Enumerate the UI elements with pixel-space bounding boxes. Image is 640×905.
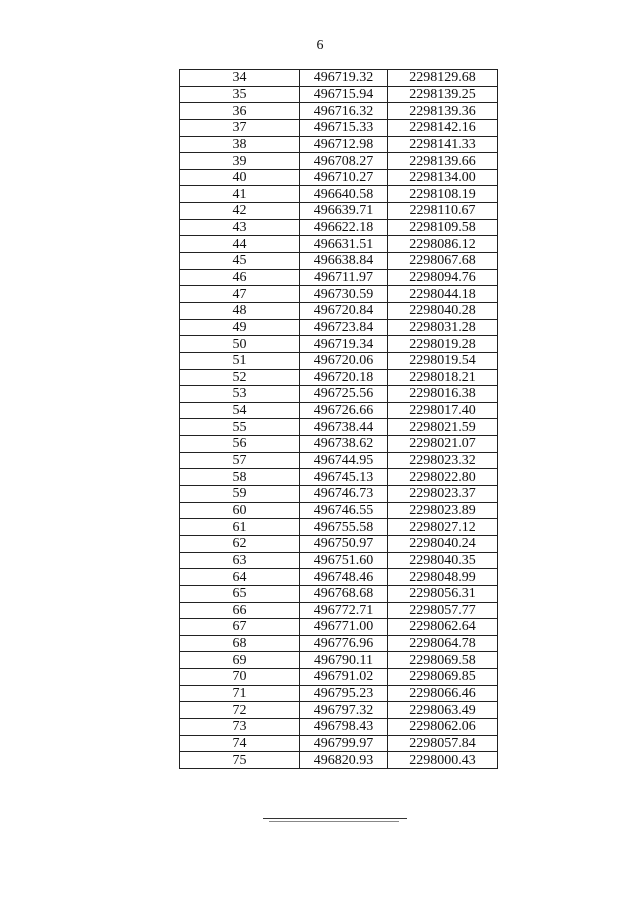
x-coordinate-cell: 496730.59 (300, 286, 388, 303)
point-number-cell: 42 (180, 203, 300, 220)
y-coordinate-cell: 2298040.35 (388, 552, 498, 569)
x-coordinate-cell: 496715.94 (300, 86, 388, 103)
table-row (180, 519, 498, 536)
y-coordinate-cell: 2298069.85 (388, 669, 498, 686)
table-row (180, 635, 498, 652)
x-coordinate-cell: 496790.11 (300, 652, 388, 669)
x-coordinate-cell: 496726.66 (300, 402, 388, 419)
x-coordinate-cell: 496631.51 (300, 236, 388, 253)
y-coordinate-cell: 2298062.64 (388, 619, 498, 636)
table-row (180, 136, 498, 153)
table-row (180, 619, 498, 636)
x-coordinate-cell: 496725.56 (300, 386, 388, 403)
table-row (180, 602, 498, 619)
y-coordinate-cell: 2298129.68 (388, 70, 498, 87)
x-coordinate-cell: 496820.93 (300, 752, 388, 769)
table-row (180, 302, 498, 319)
x-coordinate-cell: 496750.97 (300, 535, 388, 552)
y-coordinate-cell: 2298023.37 (388, 486, 498, 503)
point-number-cell: 41 (180, 186, 300, 203)
y-coordinate-cell: 2298017.40 (388, 402, 498, 419)
point-number-cell: 65 (180, 585, 300, 602)
point-number-cell: 52 (180, 369, 300, 386)
x-coordinate-cell: 496720.18 (300, 369, 388, 386)
y-coordinate-cell: 2298066.46 (388, 685, 498, 702)
y-coordinate-cell: 2298056.31 (388, 585, 498, 602)
table-row (180, 186, 498, 203)
y-coordinate-cell: 2298016.38 (388, 386, 498, 403)
table-row (180, 486, 498, 503)
table-row (180, 169, 498, 186)
y-coordinate-cell: 2298069.58 (388, 652, 498, 669)
table-row (180, 286, 498, 303)
y-coordinate-cell: 2298142.16 (388, 119, 498, 136)
coordinates-table (179, 69, 498, 769)
point-number-cell: 72 (180, 702, 300, 719)
table-row (180, 452, 498, 469)
point-number-cell: 63 (180, 552, 300, 569)
x-coordinate-cell: 496711.97 (300, 269, 388, 286)
x-coordinate-cell: 496639.71 (300, 203, 388, 220)
point-number-cell: 59 (180, 486, 300, 503)
x-coordinate-cell: 496746.73 (300, 486, 388, 503)
table-row (180, 718, 498, 735)
y-coordinate-cell: 2298019.54 (388, 352, 498, 369)
point-number-cell: 74 (180, 735, 300, 752)
point-number-cell: 66 (180, 602, 300, 619)
x-coordinate-cell: 496719.32 (300, 70, 388, 87)
table-row (180, 319, 498, 336)
point-number-cell: 75 (180, 752, 300, 769)
x-coordinate-cell: 496723.84 (300, 319, 388, 336)
y-coordinate-cell: 2298108.19 (388, 186, 498, 203)
x-coordinate-cell: 496797.32 (300, 702, 388, 719)
x-coordinate-cell: 496772.71 (300, 602, 388, 619)
table-row (180, 752, 498, 769)
y-coordinate-cell: 2298109.58 (388, 219, 498, 236)
table-row (180, 585, 498, 602)
table-row (180, 369, 498, 386)
y-coordinate-cell: 2298110.67 (388, 203, 498, 220)
point-number-cell: 73 (180, 718, 300, 735)
point-number-cell: 36 (180, 103, 300, 120)
point-number-cell: 61 (180, 519, 300, 536)
y-coordinate-cell: 2298086.12 (388, 236, 498, 253)
table-row (180, 153, 498, 170)
point-number-cell: 71 (180, 685, 300, 702)
x-coordinate-cell: 496745.13 (300, 469, 388, 486)
point-number-cell: 62 (180, 535, 300, 552)
table-row (180, 702, 498, 719)
x-coordinate-cell: 496799.97 (300, 735, 388, 752)
y-coordinate-cell: 2298023.32 (388, 452, 498, 469)
point-number-cell: 51 (180, 352, 300, 369)
x-coordinate-cell: 496708.27 (300, 153, 388, 170)
x-coordinate-cell: 496744.95 (300, 452, 388, 469)
y-coordinate-cell: 2298048.99 (388, 569, 498, 586)
point-number-cell: 34 (180, 70, 300, 87)
table-row (180, 386, 498, 403)
y-coordinate-cell: 2298057.77 (388, 602, 498, 619)
point-number-cell: 47 (180, 286, 300, 303)
x-coordinate-cell: 496776.96 (300, 635, 388, 652)
point-number-cell: 50 (180, 336, 300, 353)
y-coordinate-cell: 2298064.78 (388, 635, 498, 652)
y-coordinate-cell: 2298139.36 (388, 103, 498, 120)
point-number-cell: 55 (180, 419, 300, 436)
x-coordinate-cell: 496710.27 (300, 169, 388, 186)
y-coordinate-cell: 2298134.00 (388, 169, 498, 186)
point-number-cell: 45 (180, 253, 300, 270)
x-coordinate-cell: 496791.02 (300, 669, 388, 686)
point-number-cell: 43 (180, 219, 300, 236)
y-coordinate-cell: 2298027.12 (388, 519, 498, 536)
point-number-cell: 46 (180, 269, 300, 286)
point-number-cell: 57 (180, 452, 300, 469)
table-row (180, 236, 498, 253)
point-number-cell: 70 (180, 669, 300, 686)
point-number-cell: 35 (180, 86, 300, 103)
x-coordinate-cell: 496720.84 (300, 302, 388, 319)
table-row (180, 269, 498, 286)
x-coordinate-cell: 496720.06 (300, 352, 388, 369)
x-coordinate-cell: 496719.34 (300, 336, 388, 353)
x-coordinate-cell: 496746.55 (300, 502, 388, 519)
point-number-cell: 68 (180, 635, 300, 652)
y-coordinate-cell: 2298062.06 (388, 718, 498, 735)
point-number-cell: 44 (180, 236, 300, 253)
table-row (180, 535, 498, 552)
y-coordinate-cell: 2298040.28 (388, 302, 498, 319)
table-row (180, 569, 498, 586)
x-coordinate-cell: 496748.46 (300, 569, 388, 586)
coordinates-table-body (180, 70, 498, 769)
y-coordinate-cell: 2298139.25 (388, 86, 498, 103)
point-number-cell: 40 (180, 169, 300, 186)
y-coordinate-cell: 2298000.43 (388, 752, 498, 769)
y-coordinate-cell: 2298023.89 (388, 502, 498, 519)
table-row (180, 352, 498, 369)
point-number-cell: 54 (180, 402, 300, 419)
x-coordinate-cell: 496716.32 (300, 103, 388, 120)
table-row (180, 70, 498, 87)
table-row (180, 685, 498, 702)
table-row (180, 253, 498, 270)
table-row (180, 552, 498, 569)
table-row (180, 219, 498, 236)
x-coordinate-cell: 496712.98 (300, 136, 388, 153)
table-row (180, 669, 498, 686)
x-coordinate-cell: 496751.60 (300, 552, 388, 569)
x-coordinate-cell: 496795.23 (300, 685, 388, 702)
x-coordinate-cell: 496798.43 (300, 718, 388, 735)
y-coordinate-cell: 2298021.59 (388, 419, 498, 436)
y-coordinate-cell: 2298031.28 (388, 319, 498, 336)
table-row (180, 469, 498, 486)
x-coordinate-cell: 496738.62 (300, 436, 388, 453)
point-number-cell: 48 (180, 302, 300, 319)
table-row (180, 502, 498, 519)
y-coordinate-cell: 2298040.24 (388, 535, 498, 552)
y-coordinate-cell: 2298057.84 (388, 735, 498, 752)
table-row (180, 103, 498, 120)
x-coordinate-cell: 496638.84 (300, 253, 388, 270)
table-row (180, 436, 498, 453)
table-row (180, 336, 498, 353)
page-number: 6 (316, 38, 324, 53)
point-number-cell: 39 (180, 153, 300, 170)
y-coordinate-cell: 2298067.68 (388, 253, 498, 270)
point-number-cell: 56 (180, 436, 300, 453)
y-coordinate-cell: 2298063.49 (388, 702, 498, 719)
x-coordinate-cell: 496771.00 (300, 619, 388, 636)
y-coordinate-cell: 2298094.76 (388, 269, 498, 286)
table-row (180, 419, 498, 436)
point-number-cell: 64 (180, 569, 300, 586)
x-coordinate-cell: 496640.58 (300, 186, 388, 203)
table-row (180, 119, 498, 136)
table-row (180, 652, 498, 669)
point-number-cell: 69 (180, 652, 300, 669)
y-coordinate-cell: 2298022.80 (388, 469, 498, 486)
point-number-cell: 53 (180, 386, 300, 403)
point-number-cell: 37 (180, 119, 300, 136)
table-row (180, 735, 498, 752)
table-row (180, 86, 498, 103)
point-number-cell: 38 (180, 136, 300, 153)
signature-line (263, 818, 407, 819)
point-number-cell: 60 (180, 502, 300, 519)
y-coordinate-cell: 2298018.21 (388, 369, 498, 386)
y-coordinate-cell: 2298021.07 (388, 436, 498, 453)
y-coordinate-cell: 2298019.28 (388, 336, 498, 353)
x-coordinate-cell: 496738.44 (300, 419, 388, 436)
table-row (180, 402, 498, 419)
x-coordinate-cell: 496768.68 (300, 585, 388, 602)
x-coordinate-cell: 496622.18 (300, 219, 388, 236)
x-coordinate-cell: 496755.58 (300, 519, 388, 536)
x-coordinate-cell: 496715.33 (300, 119, 388, 136)
point-number-cell: 58 (180, 469, 300, 486)
y-coordinate-cell: 2298141.33 (388, 136, 498, 153)
y-coordinate-cell: 2298044.18 (388, 286, 498, 303)
table-row (180, 203, 498, 220)
point-number-cell: 67 (180, 619, 300, 636)
point-number-cell: 49 (180, 319, 300, 336)
y-coordinate-cell: 2298139.66 (388, 153, 498, 170)
